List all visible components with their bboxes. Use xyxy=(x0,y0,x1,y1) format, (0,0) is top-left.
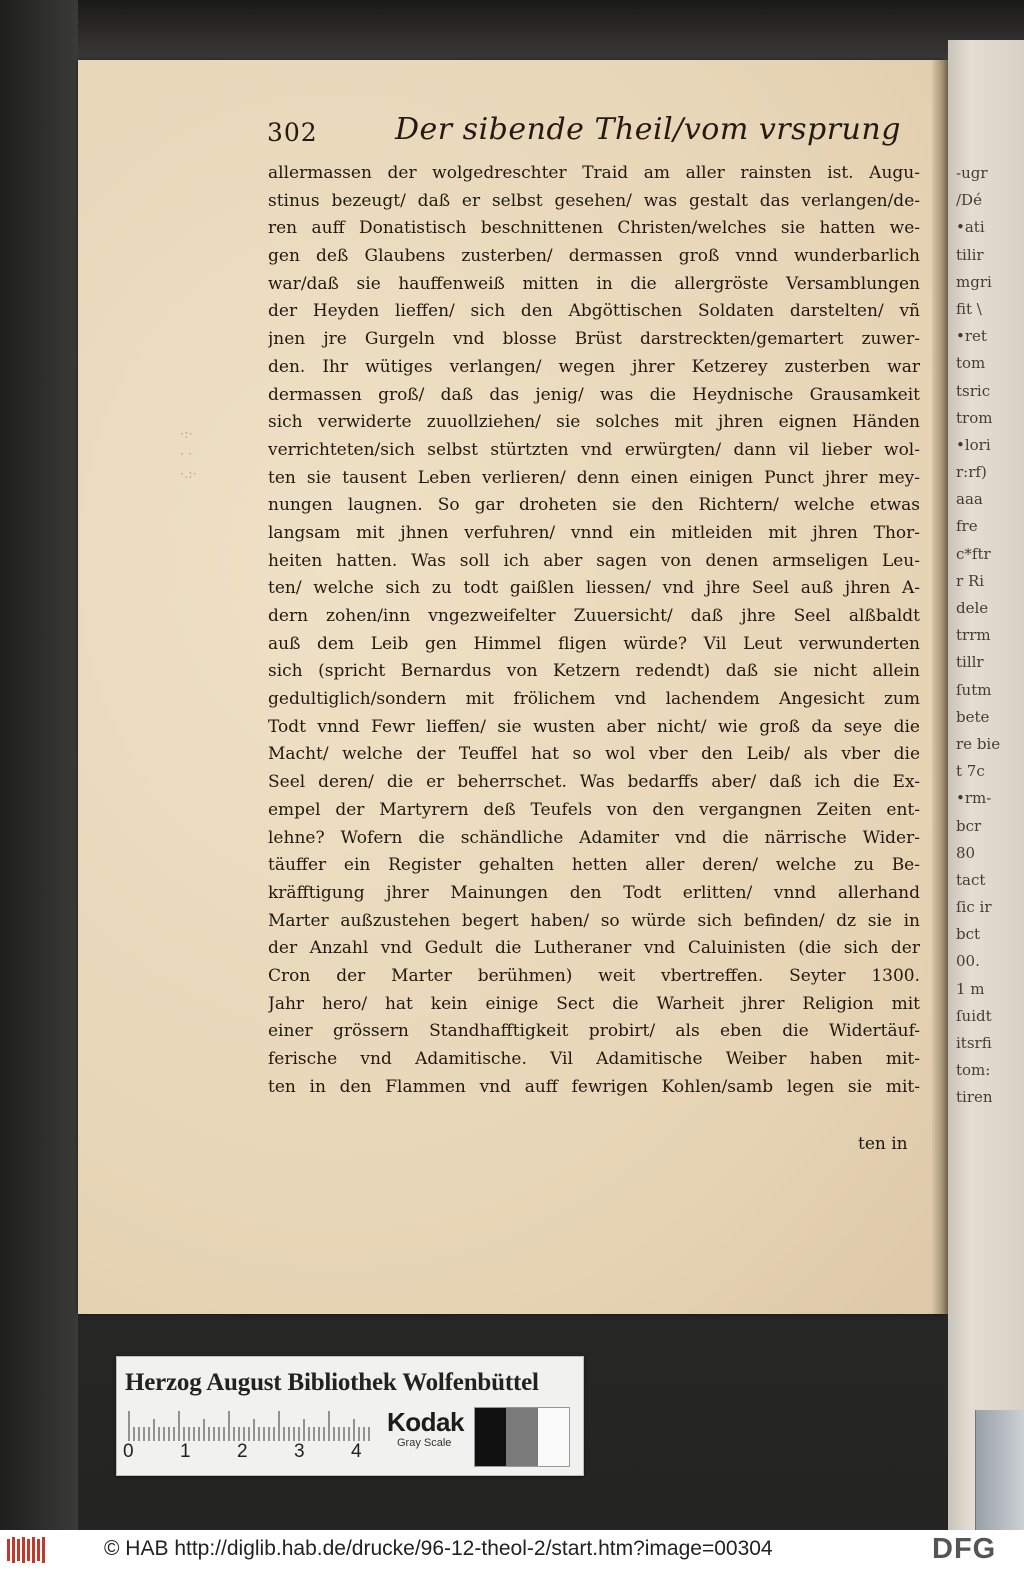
left-shadow xyxy=(0,0,78,1530)
text-line: einer grössern Standhafftigkeit probirt/ als eben die Widertäuf- xyxy=(268,1021,920,1042)
text-line: auß dem Leib gen Himmel fligen würde? Vil Leut verwunderten xyxy=(268,633,920,654)
library-name: Herzog August Bibliothek Wolfenbüttel xyxy=(125,1369,539,1396)
facing-page-fragment: bete xyxy=(956,707,990,726)
facing-page-fragment: mgri xyxy=(956,272,992,291)
faded-marginalia: ·:· · · ·.:· xyxy=(180,427,197,482)
facing-page-fragment: t 7c xyxy=(956,762,985,781)
top-shadow xyxy=(0,0,1024,60)
facing-page-fragment: tact xyxy=(956,870,986,889)
facing-page-fragment: tilir xyxy=(956,245,984,264)
facing-page-fragment: •rm- xyxy=(956,789,992,808)
facing-page-fragment: •lori xyxy=(956,435,991,454)
text-line: war/daß sie hauffenweiß mitten in die allergröste Versamblungen xyxy=(268,273,920,294)
ruler-number: 1 xyxy=(180,1441,191,1462)
text-line: dermassen groß/ daß das jenig/ was die Heydnische Grausamkeit xyxy=(268,384,920,405)
text-line: nungen laugnen. So gar droheten sie den Richtern/ welche etwas xyxy=(268,495,920,516)
facing-page-fragment: /Dé xyxy=(956,191,982,210)
facing-page-fragment: 80 xyxy=(956,843,976,862)
facing-page-fragment: tillr xyxy=(956,653,984,672)
text-line: ten sie tausent Leben verlieren/ denn einen einigen Punct jhrer mey- xyxy=(268,467,920,488)
text-line: sich verwiderte zuuollziehen/ sie solches mit jhren eignen Händen xyxy=(268,412,920,433)
facing-page-fragment: fre xyxy=(956,517,978,536)
text-line: täuffer ein Register gehalten hetten aller deren/ welche zu Be- xyxy=(268,855,920,876)
ruler-number: 4 xyxy=(351,1441,362,1462)
catchword: ten in xyxy=(858,1134,908,1154)
text-line: Macht/ welche der Teuffel hat so wol vber den Leib/ als vber die xyxy=(268,744,920,765)
gray-patch xyxy=(506,1408,537,1466)
ruler-labels xyxy=(117,1441,387,1465)
facing-page-fragment: •ati xyxy=(956,218,985,237)
facing-page-fragment: tom xyxy=(956,354,986,373)
footer-bar xyxy=(0,1530,1024,1570)
text-line: empel der Martyrern deß Teufels von den vergangnen Zeiten ent- xyxy=(268,799,920,820)
text-line: gen deß Glaubens zusterben/ dermassen groß vnnd wunderbarlich xyxy=(268,246,920,267)
facing-page-text xyxy=(956,160,1024,1160)
facing-page-fragment: bct xyxy=(956,925,981,944)
facing-page-fragment: itsrfi xyxy=(956,1034,992,1052)
facing-page-fragment: c*ftr xyxy=(956,544,991,563)
facing-page-fragment: r Ri xyxy=(956,571,985,590)
gray-patch xyxy=(538,1408,569,1466)
page-number: 302 xyxy=(267,118,318,147)
kodak-logo: Kodak xyxy=(387,1407,464,1437)
text-line: der Anzahl vnd Gedult die Lutheraner vnd Caluinisten (die sich der xyxy=(268,938,920,959)
text-line: Todt vnnd Fewr lieffen/ sie wusten aber nicht/ wie groß da seye die xyxy=(268,716,920,737)
facing-page-fragment: tiren xyxy=(956,1088,993,1107)
facing-page-fragment: r:rf) xyxy=(956,463,987,482)
text-line: lehne? Wofern die schändliche Adamiter vnd die närrische Wider- xyxy=(268,827,920,848)
text-line: den. Ihr wütiges verlangen/ wegen jhrer Ketzerey zusterben war xyxy=(268,356,920,377)
text-line: heiten hatten. Was soll ich aber sagen von denen armseligen Leu- xyxy=(268,550,920,571)
source-link[interactable]: © HAB http://diglib.hab.de/drucke/96-12-theol-2/start.htm?image=00304 xyxy=(104,1537,773,1560)
facing-page-fragment: bcr xyxy=(956,816,982,835)
facing-page-fragment: tsric xyxy=(956,381,991,400)
text-line: der Heyden lieffen/ sich den Abgöttischen Soldaten darstelten/ vñ xyxy=(268,301,920,322)
text-line: dern zohen/inn vngezweifelter Zuuersicht/ daß jhre Seel alßbaldt xyxy=(268,606,920,626)
running-head: Der sibende Theil/vom vrsprung xyxy=(395,112,901,147)
text-line: ten/ welche sich zu todt gaißlen liessen/ vnd jhre Seel auß jhren A- xyxy=(268,578,920,599)
text-line: langsam mit jhnen verfuhren/ vnnd ein mitleiden mit jhren Thor- xyxy=(268,522,920,543)
library-card xyxy=(116,1356,584,1476)
text-line: gedultiglich/sondern mit frölichem vnd lachendem Angesicht zum xyxy=(268,689,920,710)
page-clip xyxy=(975,1410,1024,1530)
text-line: allermassen der wolgedreschter Traid am aller rainsten ist. Augu- xyxy=(268,163,920,183)
facing-page-fragment: ſutm xyxy=(956,680,992,699)
facing-page-fragment: ſic ir xyxy=(956,898,992,917)
dfg-logo: DFG xyxy=(932,1533,997,1565)
text-line: verrichteten/sich selbst stürtzten vnd erwürgten/ dann vil lieber wol- xyxy=(268,439,920,460)
facing-page-fragment: tom: xyxy=(956,1061,991,1080)
page-gutter xyxy=(932,60,948,1314)
gray-scale-patches xyxy=(474,1407,570,1467)
text-line: stinus bezeugt/ daß er selbst gesehen/ was gestalt das verlangen/de- xyxy=(268,190,920,211)
ruler-number: 2 xyxy=(237,1441,248,1462)
text-line: Marter außzustehen begert haben/ so würde sich befinden/ dz sie in xyxy=(268,910,920,931)
text-line: ten in den Flammen vnd auff fewrigen Kohlen/samb legen sie mit- xyxy=(268,1076,920,1097)
library-logo-icon xyxy=(6,1535,48,1565)
facing-page-fragment: fit \ xyxy=(956,299,982,318)
facing-page-fragment: trrm xyxy=(956,626,991,645)
ruler-scale xyxy=(127,1411,377,1441)
text-line: ferische vnd Adamitische. Vil Adamitische Weiber haben mit- xyxy=(268,1049,920,1069)
text-line: Cron der Marter berühmen) weit vbertreffen. Seyter 1300. xyxy=(268,965,920,986)
facing-page-fragment: 1 m xyxy=(956,979,985,998)
ruler-number: 3 xyxy=(294,1441,305,1462)
text-line: Seel deren/ die er beherrschet. Was bedarffs aber/ daß ich die Ex- xyxy=(268,772,920,793)
text-line: ren auff Donatistisch beschnittenen Christen/welches sie hatten we- xyxy=(268,218,920,239)
facing-page-fragment: trom xyxy=(956,408,993,427)
facing-page-fragment: re bie xyxy=(956,734,1001,753)
facing-page-fragment: -ugr xyxy=(956,164,988,182)
ruler-number: 0 xyxy=(123,1441,134,1462)
text-line: sich (spricht Bernardus von Ketzern redendt) daß sie nicht allein xyxy=(268,661,920,682)
facing-page-fragment: dele xyxy=(956,599,989,617)
facing-page-fragment: •ret xyxy=(956,327,987,346)
facing-page-fragment: ſuidt xyxy=(956,1006,992,1025)
gray-patch xyxy=(475,1408,506,1466)
text-line: kräfftigung jhrer Mainungen den Todt erlitten/ vnnd allerhand xyxy=(268,882,920,903)
text-line: Jahr hero/ hat kein einige Sect die Warheit jhrer Religion mit xyxy=(268,993,920,1014)
facing-page-fragment: 00. xyxy=(956,952,980,971)
kodak-gray-scale-label: Gray Scale xyxy=(397,1437,452,1449)
body-text xyxy=(268,160,920,1101)
facing-page-fragment: aaa xyxy=(956,490,983,509)
text-line: jnen jre Gurgeln vnd blosse Brüst darstreckten/gemartert zuwer- xyxy=(268,329,920,350)
